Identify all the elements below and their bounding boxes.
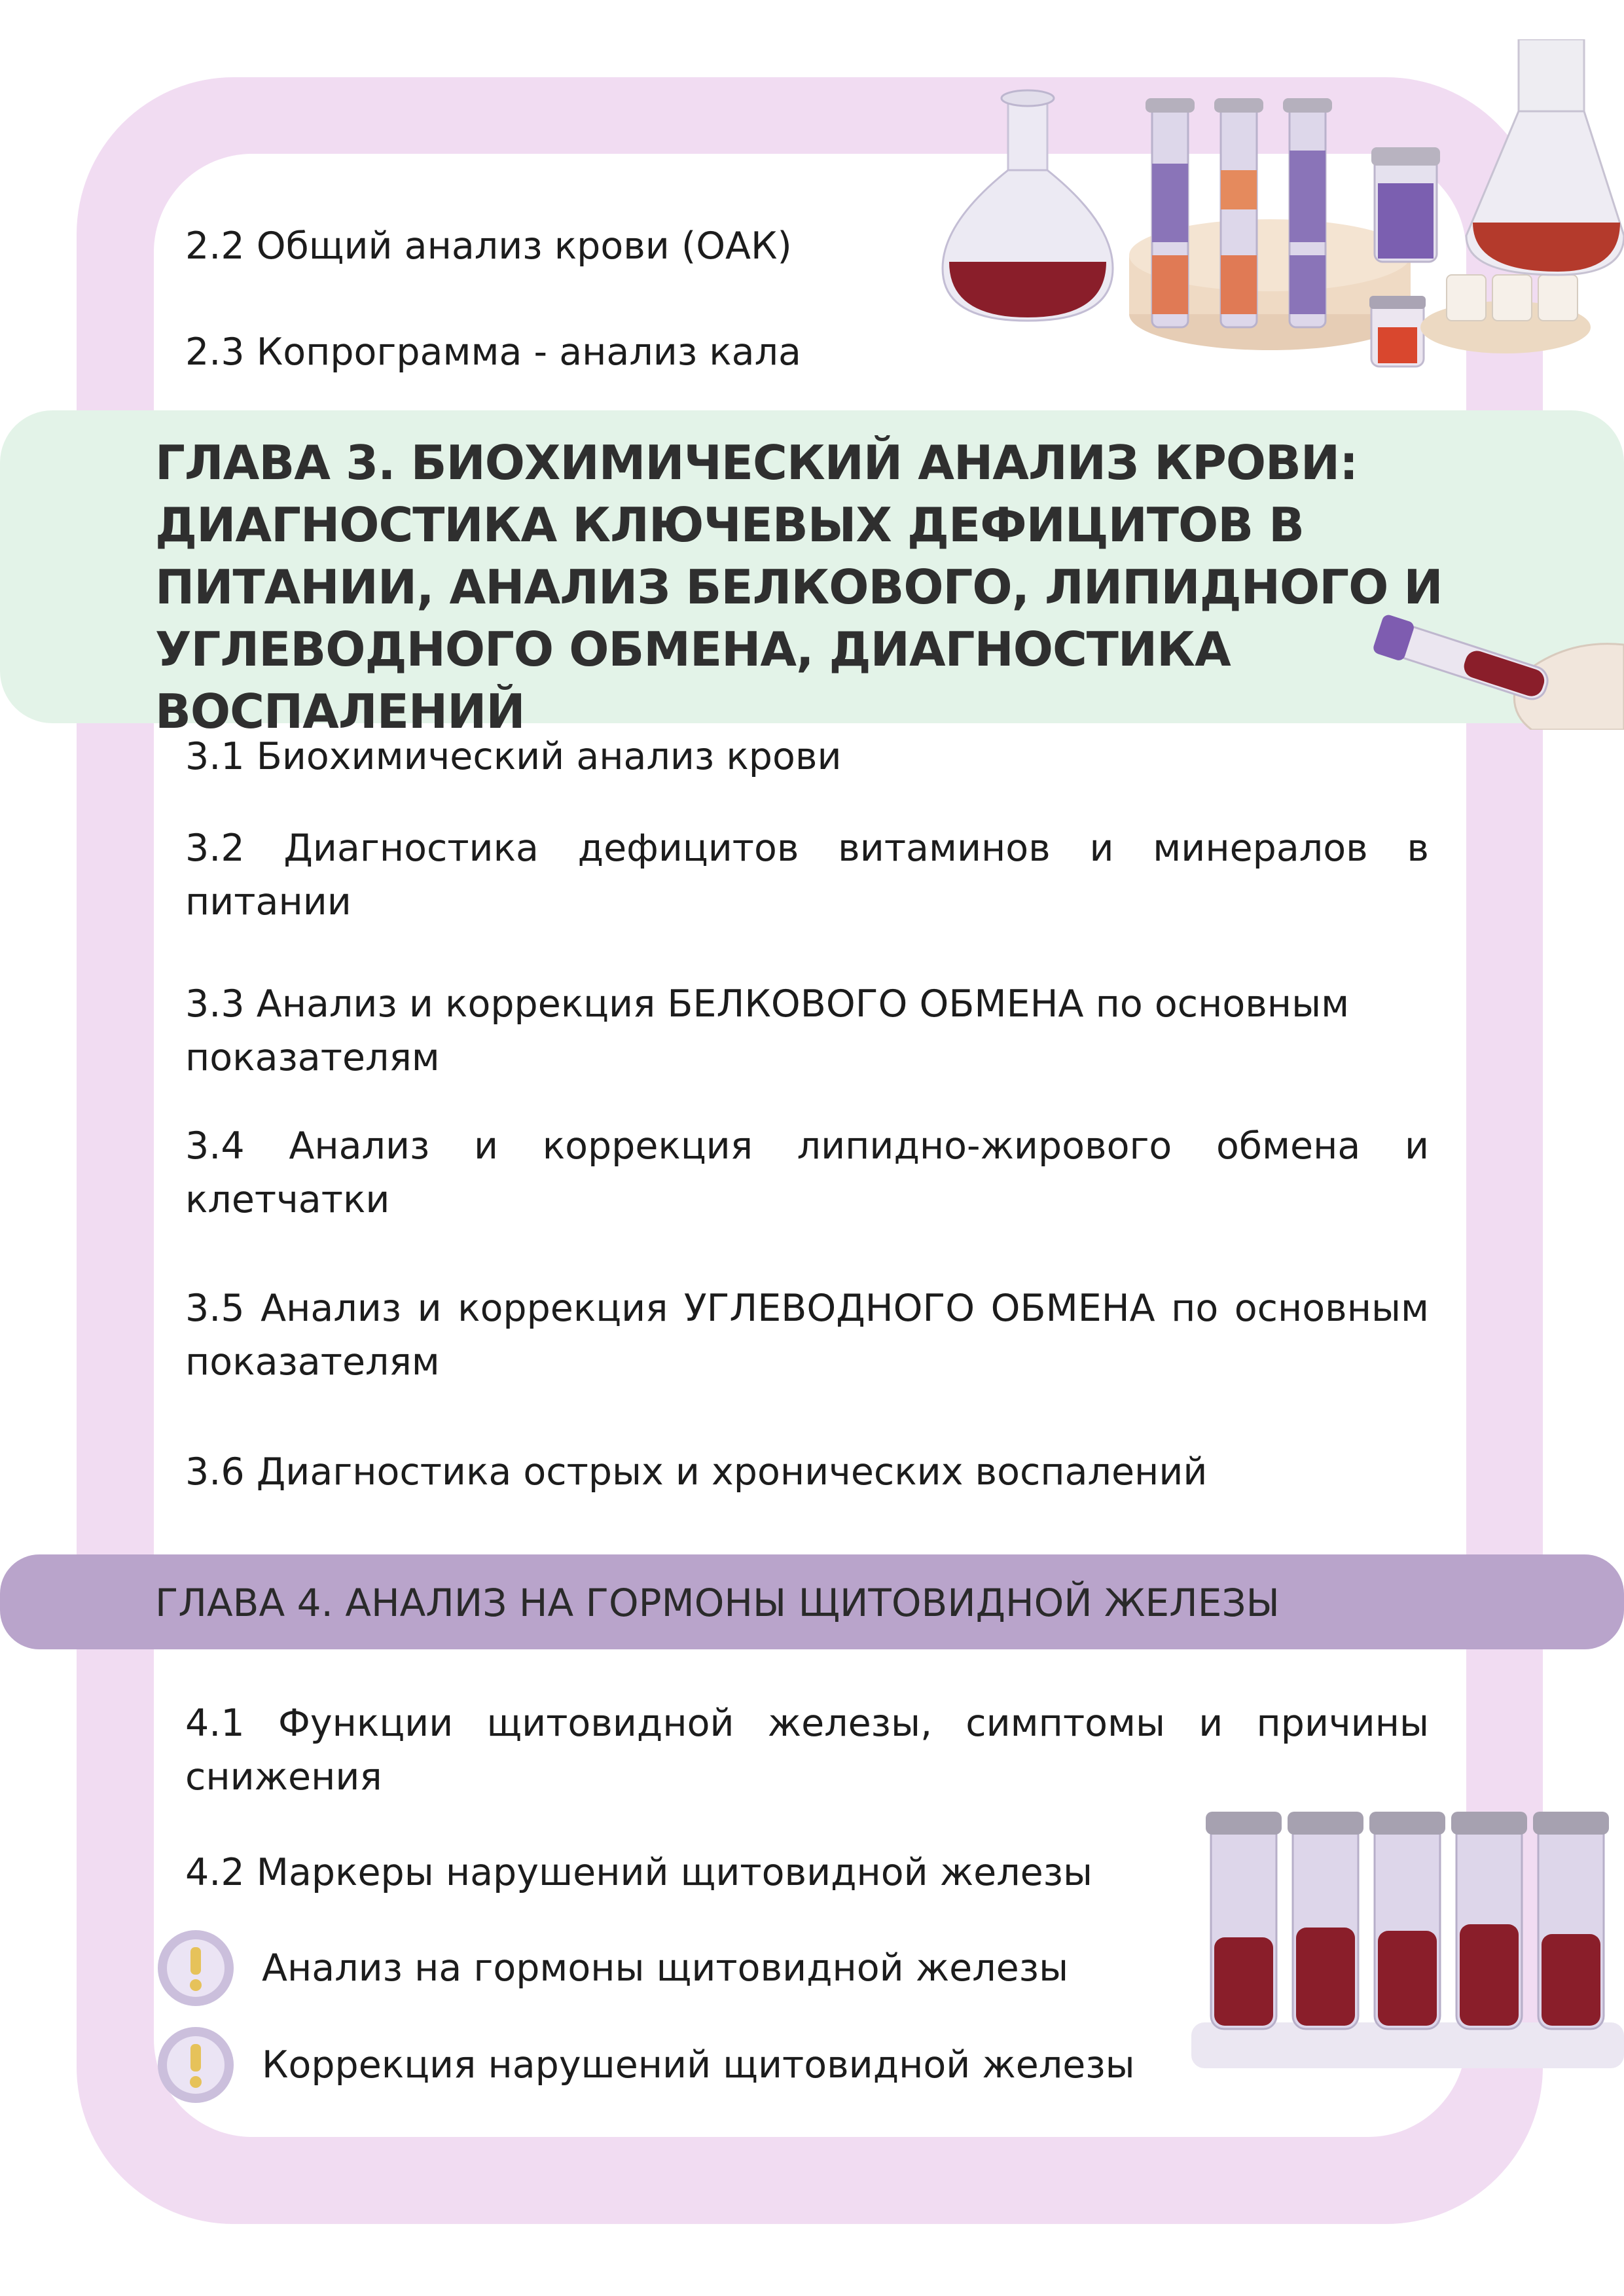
test-tube-image (1533, 1812, 1609, 2029)
toc-item-2-2[interactable]: 2.2 Общий анализ крови (ОАК) (185, 224, 792, 268)
lab-glassware-illustration (929, 39, 1624, 406)
toc-item-3-6[interactable]: 3.6 Диагностика острых и хронических воспалений (185, 1450, 1208, 1494)
chapter-3-title[interactable]: ГЛАВА 3. БИОХИМИЧЕСКИЙ АНАЛИЗ КРОВИ: ДИАГНОСТИКА КЛЮЧЕВЫХ ДЕФИЦИТОВ В ПИТАНИИ, АНАЛИЗ БЕЛКОВОГО, ЛИПИДНОГО И УГЛЕВОДНОГО ОБМЕНА, ДИАГНОСТИКА ВОСПАЛЕНИЙ (155, 435, 1443, 739)
bullet-item-hormone-test[interactable]: Анализ на гормоны щитовидной железы (262, 1946, 1069, 1990)
test-tube-image (1451, 1812, 1527, 2029)
test-tube-image (1206, 1812, 1282, 2029)
toc-item-4-2[interactable]: 4.2 Маркеры нарушений щитовидной железы (185, 1851, 1093, 1894)
petri-dish-image (1420, 275, 1591, 353)
toc-item-3-4[interactable]: 3.4 Анализ и коррекция липидно-жирового обмена и клетчатки (185, 1124, 1429, 1221)
toc-item-3-1[interactable]: 3.1 Биохимический анализ крови (185, 735, 842, 778)
toc-item-2-3[interactable]: 2.3 Копрограмма - анализ кала (185, 331, 801, 374)
toc-item-3-5[interactable]: 3.5 Анализ и коррекция УГЛЕВОДНОГО ОБМЕНА по основным показателям (185, 1287, 1429, 1384)
exclamation-icon (155, 2024, 237, 2106)
test-tube-rack-image (1129, 98, 1411, 350)
test-tube-image (1288, 1812, 1363, 2029)
vial-image (1369, 296, 1426, 367)
flask-image (943, 90, 1113, 321)
toc-item-3-2[interactable]: 3.2 Диагностика дефицитов витаминов и минералов в питании (185, 827, 1429, 924)
toc-item-3-3[interactable]: 3.3 Анализ и коррекция БЕЛКОВОГО ОБМЕНА по основным показателям (185, 982, 1350, 1079)
test-tube-image (1369, 1812, 1445, 2029)
bullet-item-thyroid-correction[interactable]: Коррекция нарушений щитовидной железы (262, 2043, 1135, 2087)
jar-image (1371, 147, 1440, 262)
toc-item-4-1[interactable]: 4.1 Функции щитовидной железы, симптомы и причины снижения (185, 1702, 1429, 1799)
blood-test-tubes-illustration (1191, 1806, 1624, 2081)
big-flask-image (1466, 39, 1624, 275)
chapter-4-title[interactable]: ГЛАВА 4. АНАЛИЗ НА ГОРМОНЫ ЩИТОВИДНОЙ ЖЕЛЕЗЫ (155, 1581, 1280, 1625)
exclamation-icon (155, 1928, 237, 2009)
test-tube-hand-illustration (1368, 599, 1624, 730)
